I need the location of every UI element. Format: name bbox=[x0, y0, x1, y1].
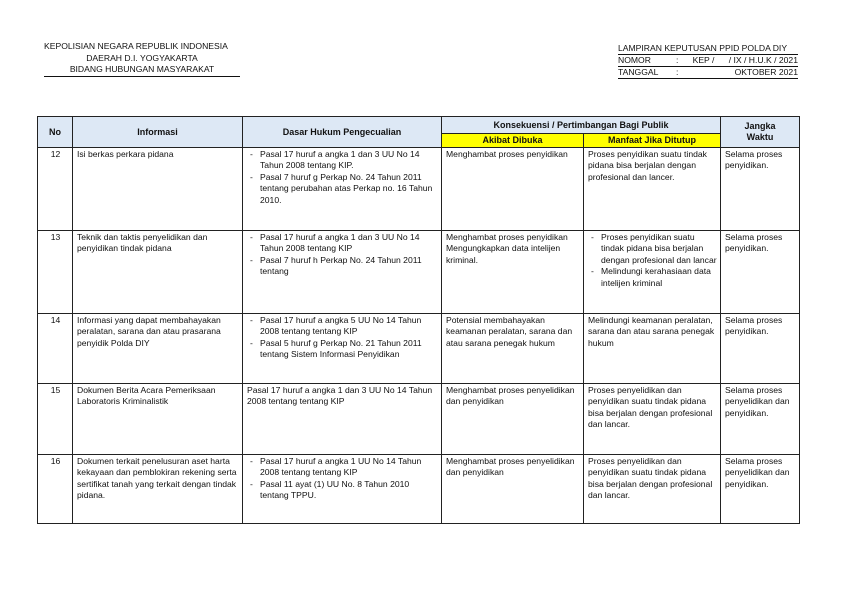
list-item: - Pasal 5 huruf g Perkap No. 21 Tahun 2011 tentang Sistem Informasi Penyidikan bbox=[247, 338, 438, 361]
header-jangka-waktu: Jangka Waktu bbox=[721, 117, 800, 148]
table-row bbox=[38, 148, 800, 231]
dasar-hukum-cell bbox=[243, 231, 442, 314]
list-item: - Pasal 17 huruf a angka 1 dan 3 UU No 14 Tahun 2008 tentang KIP. bbox=[247, 149, 438, 172]
nomor-label: NOMOR bbox=[618, 55, 651, 65]
row-number: 13 bbox=[38, 231, 73, 314]
jangka-waktu-cell: Selama proses penyidikan. bbox=[721, 148, 800, 231]
list-item: - Pasal 17 huruf a angka 1 UU No 14 Tahun 2008 tentang tentang KIP bbox=[247, 456, 438, 479]
dasar-hukum-list bbox=[247, 456, 438, 502]
dasar-hukum-cell bbox=[243, 455, 442, 524]
table-row bbox=[38, 384, 800, 455]
header-manfaat-jika-ditutup: Manfaat Jika Ditutup bbox=[584, 134, 721, 148]
table-row bbox=[38, 455, 800, 524]
row-number: 14 bbox=[38, 314, 73, 384]
akibat-dibuka-cell: Potensial membahayakan keamanan peralatan, sarana dan atau sarana penegak hukum bbox=[442, 314, 584, 384]
region-name: DAERAH D.I. YOGYAKARTA bbox=[86, 52, 198, 63]
informasi-cell: Teknik dan taktis penyelidikan dan penyidikan tindak pidana bbox=[73, 231, 243, 314]
nomor-value: KEP / / IX / H.U.K / 2021 bbox=[692, 55, 798, 65]
list-item: - Pasal 7 huruf g Perkap No. 24 Tahun 2011 tentang perubahan atas Perkap no. 16 Tahun 2010. bbox=[247, 172, 438, 206]
manfaat-ditutup-cell: Proses penyelidikan dan penyidikan suatu tindak pidana bisa berjalan dengan profesional dan lancar. bbox=[584, 455, 721, 524]
header-no: No bbox=[38, 117, 73, 148]
letterhead-left bbox=[44, 41, 240, 77]
akibat-dibuka-cell: Menghambat proses penyelidikan dan penyidikan bbox=[442, 455, 584, 524]
dasar-hukum-cell bbox=[243, 314, 442, 384]
row-number: 12 bbox=[38, 148, 73, 231]
list-item: - Pasal 11 ayat (1) UU No. 8 Tahun 2010 tentang TPPU. bbox=[247, 479, 438, 502]
exempt-information-table bbox=[37, 116, 800, 524]
list-item: - Pasal 7 huruf h Perkap No. 24 Tahun 2011 tentang bbox=[247, 255, 438, 278]
header-informasi: Informasi bbox=[73, 117, 243, 148]
division-name: BIDANG HUBUNGAN MASYARAKAT bbox=[44, 64, 240, 77]
attachment-title: LAMPIRAN KEPUTUSAN PPID POLDA DIY bbox=[618, 43, 788, 53]
manfaat-ditutup-cell bbox=[584, 231, 721, 314]
jangka-waktu-cell: Selama proses penyelidikan dan penyidikan. bbox=[721, 455, 800, 524]
akibat-dibuka-cell: Menghambat proses penyidikan bbox=[442, 148, 584, 231]
informasi-cell: Dokumen terkait penelusuran aset harta kekayaan dan pemblokiran rekening serta sertifikat tanah yang terkait dengan tindak pidana. bbox=[73, 455, 243, 524]
manfaat-list bbox=[588, 232, 717, 289]
header-dasar-hukum: Dasar Hukum Pengecualian bbox=[243, 117, 442, 148]
manfaat-ditutup-cell: Proses penyidikan suatu tindak pidana bisa berjalan dengan profesional dan lancer. bbox=[584, 148, 721, 231]
table-row bbox=[38, 314, 800, 384]
row-number: 16 bbox=[38, 455, 73, 524]
row-number: 15 bbox=[38, 384, 73, 455]
nomor-row bbox=[618, 55, 798, 67]
jangka-waktu-cell: Selama proses penyelidikan dan penyidikan. bbox=[721, 384, 800, 455]
jangka-waktu-cell: Selama proses penyidikan. bbox=[721, 231, 800, 314]
tanggal-colon: : bbox=[676, 67, 679, 77]
tanggal-value: OKTOBER 2021 bbox=[734, 67, 798, 77]
akibat-dibuka-cell: Menghambat proses penyidikan Mengungkapkan data intelijen kriminal. bbox=[442, 231, 584, 314]
dasar-hukum-list bbox=[247, 232, 438, 278]
tanggal-row bbox=[618, 67, 798, 79]
tanggal-label: TANGGAL bbox=[618, 67, 659, 77]
list-item: - Proses penyidikan suatu tindak pidana bisa berjalan dengan profesional dan lancar bbox=[588, 232, 717, 266]
table-row bbox=[38, 231, 800, 314]
akibat-dibuka-cell: Menghambat proses penyelidikan dan penyidikan bbox=[442, 384, 584, 455]
informasi-cell: Isi berkas perkara pidana bbox=[73, 148, 243, 231]
informasi-cell: Informasi yang dapat membahayakan peralatan, sarana dan atau prasarana penyidik Polda DIY bbox=[73, 314, 243, 384]
header-akibat-dibuka: Akibat Dibuka bbox=[442, 134, 584, 148]
header-konsekuensi: Konsekuensi / Pertimbangan Bagi Publik bbox=[442, 117, 721, 134]
institution-name: KEPOLISIAN NEGARA REPUBLIK INDONESIA bbox=[44, 41, 228, 51]
manfaat-ditutup-cell: Proses penyelidikan dan penyidikan suatu tindak pidana bisa berjalan dengan profesional dan lancar. bbox=[584, 384, 721, 455]
dasar-hukum-cell: Pasal 17 huruf a angka 1 dan 3 UU No 14 Tahun 2008 tentang tentang KIP bbox=[243, 384, 442, 455]
dasar-hukum-list bbox=[247, 315, 438, 361]
list-item: - Pasal 17 huruf a angka 1 dan 3 UU No 14 Tahun 2008 tentang KIP bbox=[247, 232, 438, 255]
list-item: - Pasal 17 huruf a angka 5 UU No 14 Tahun 2008 tentang tentang KIP bbox=[247, 315, 438, 338]
nomor-colon: : bbox=[676, 55, 679, 65]
jangka-waktu-cell: Selama proses penyidikan. bbox=[721, 314, 800, 384]
list-item: - Melindungi kerahasiaan data intelijen kriminal bbox=[588, 266, 717, 289]
dasar-hukum-cell bbox=[243, 148, 442, 231]
manfaat-ditutup-cell: Melindungi keamanan peralatan, sarana dan atau sarana penegak hukum bbox=[584, 314, 721, 384]
informasi-cell: Dokumen Berita Acara Pemeriksaan Laboratoris Kriminalistik bbox=[73, 384, 243, 455]
dasar-hukum-list bbox=[247, 149, 438, 206]
attachment-reference bbox=[618, 43, 798, 79]
attachment-title-row bbox=[618, 43, 798, 55]
